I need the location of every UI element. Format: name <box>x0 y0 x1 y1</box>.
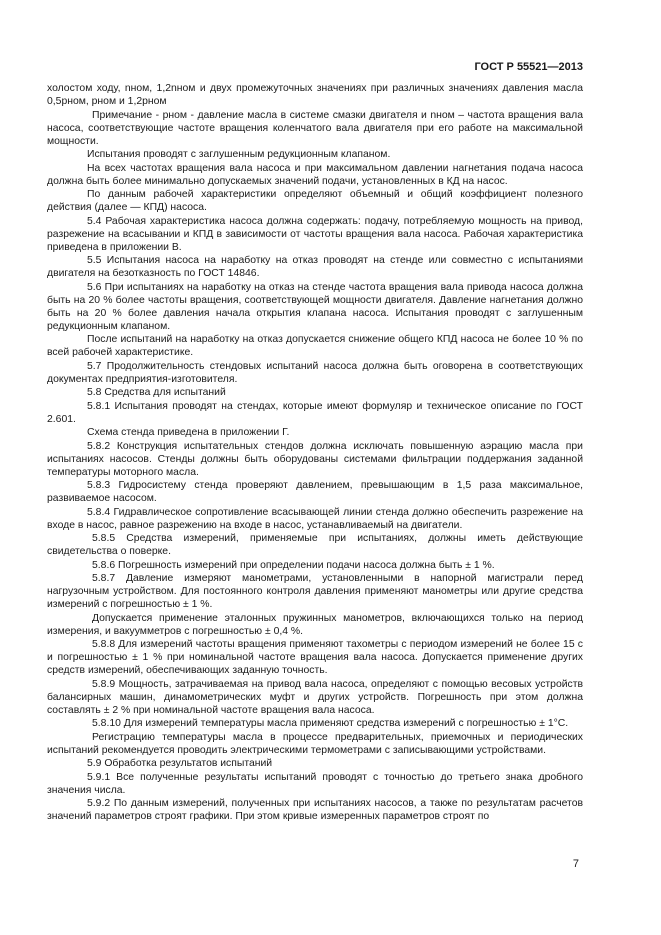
note-paragraph: Примечание - pном - давление масла в системе смазки двигателя и nном – частота вращения вала насоса, соответствующие частоте вращения коленчатого вала двигателя при его работе на максимальной мощности. <box>47 109 583 147</box>
clause-5-8-9: 5.8.9 Мощность, затрачиваемая на привод вала насоса, определяют с помощью весовых устройств балансирных машин, динамометрических муфт и других устройств. Погрешность при этом должна составлять ± 2 % при номинальной частоте вращения вала насоса. <box>47 678 583 716</box>
clause-5-6: 5.6 При испытаниях на наработку на отказ на стенде частота вращения вала привода насоса должна быть на 20 % более частоты вращения, соответствующей мощности двигателя. Давление нагнетания должно быть на 20 % более давления начала открытия клапана насоса. Испытания проводят с заглушенным редукционным клапаном. <box>47 281 583 332</box>
paragraph: холостом ходу, nном, 1,2nном и двух промежуточных значениях при различных значениях давления масла 0,5pном, pном и 1,2pном <box>47 83 583 107</box>
clause-5-8-10: 5.8.10 Для измерений температуры масла применяют средства измерений с погрешностью ± 1°С. <box>92 718 569 729</box>
clause-5-8-3: 5.8.3 Гидросистему стенда проверяют давлением, превышающим в 1,5 раза максимальное, развиваемое насосом. <box>47 480 583 504</box>
clause-5-8-8: 5.8.8 Для измерений частоты вращения применяют тахометры с периодом измерений не более 15 с и погрешностью ± 1 % при номинальной частоте вращения вала насоса. Допускается применение других средств измерений, обеспечивающих заданную точность. <box>47 639 583 676</box>
clause-5-9-heading: 5.9 Обработка результатов испытаний <box>87 758 273 769</box>
clause-5-8-1: 5.8.1 Испытания проводят на стендах, которые имеют формуляр и техническое описание по ГОСТ 2.601. <box>47 400 583 425</box>
paragraph: По данным рабочей характеристики определяют объемный и общий коэффициент полезного действия (далее — КПД) насоса. <box>47 189 583 213</box>
clause-5-4: 5.4 Рабочая характеристика насоса должна содержать: подачу, потребляемую мощность на привод, разрежение на всасывании и КПД в зависимости от частоты вращения вала насоса. Рабочая характеристика приведена в приложении В. <box>47 215 583 253</box>
clause-5-8-heading: 5.8 Средства для испытаний <box>87 387 226 398</box>
paragraph: После испытаний на наработку на отказ допускается снижение общего КПД насоса не более 10 % по всей рабочей характеристике. <box>47 334 583 358</box>
paragraph: На всех частотах вращения вала насоса и при максимальном давлении нагнетания подача насоса должна быть более минимально допускаемых значений подачи, установленных в КД на насос. <box>47 162 583 187</box>
clause-5-8-4: 5.8.4 Гидравлическое сопротивление всасывающей линии стенда должно обеспечить разрежение на входе в насос, равное разрежению на входе в насос, устанавливаемый на двигатели. <box>47 506 583 531</box>
document-body <box>47 82 583 824</box>
clause-5-9-1: 5.9.1 Все полученные результаты испытаний проводят с точностью до третьего знака дробного значения числа. <box>47 771 583 796</box>
document-header: ГОСТ Р 55521—2013 <box>474 61 583 73</box>
paragraph: Схема стенда приведена в приложении Г. <box>87 427 290 438</box>
clause-5-7: 5.7 Продолжительность стендовых испытаний насоса должна быть оговорена в соответствующих документах предприятия-изготовителя. <box>47 360 583 385</box>
clause-5-8-2: 5.8.2 Конструкция испытательных стендов должна исключать повышенную аэрацию масла при испытаниях насосов. Стенды должны быть оборудованы системами фильтрации поддержания заданной температуры моторного масла. <box>47 440 583 478</box>
paragraph: Регистрацию температуры масла в процессе предварительных, приемочных и периодических испытаний рекомендуется проводить электрическими термометрами с записывающими устройствами. <box>47 731 583 756</box>
page-number: 7 <box>572 858 579 870</box>
clause-5-9-2: 5.9.2 По данным измерений, полученных при испытаниях насосов, а также по результатам расчетов значений параметров строят графики. При этом кривые измеренных параметров строят по <box>47 798 583 822</box>
clause-5-8-5: 5.8.5 Средства измерений, применяемые при испытаниях, должны иметь действующие свидетельства о поверке. <box>47 533 583 557</box>
clause-5-8-6: 5.8.6 Погрешность измерений при определении подачи насоса должна быть ± 1 %. <box>92 559 495 571</box>
paragraph: Допускается применение эталонных пружинных манометров, включающихся только на период измерения, и вакуумметров с погрешностью ± 0,4 %. <box>47 612 583 637</box>
clause-5-5: 5.5 Испытания насоса на наработку на отказ проводят на стенде или совместно с испытаниями двигателя на безотказность по ГОСТ 14846. <box>47 255 583 279</box>
clause-5-8-7: 5.8.7 Давление измеряют манометрами, установленными в напорной магистрали перед нагрузочным устройством. Для постоянного контроля давления применяют манометры или другие средства измерений с погрешностью ± 1 %. <box>47 573 583 610</box>
paragraph: Испытания проводят с заглушенным редукционным клапаном. <box>87 149 391 160</box>
